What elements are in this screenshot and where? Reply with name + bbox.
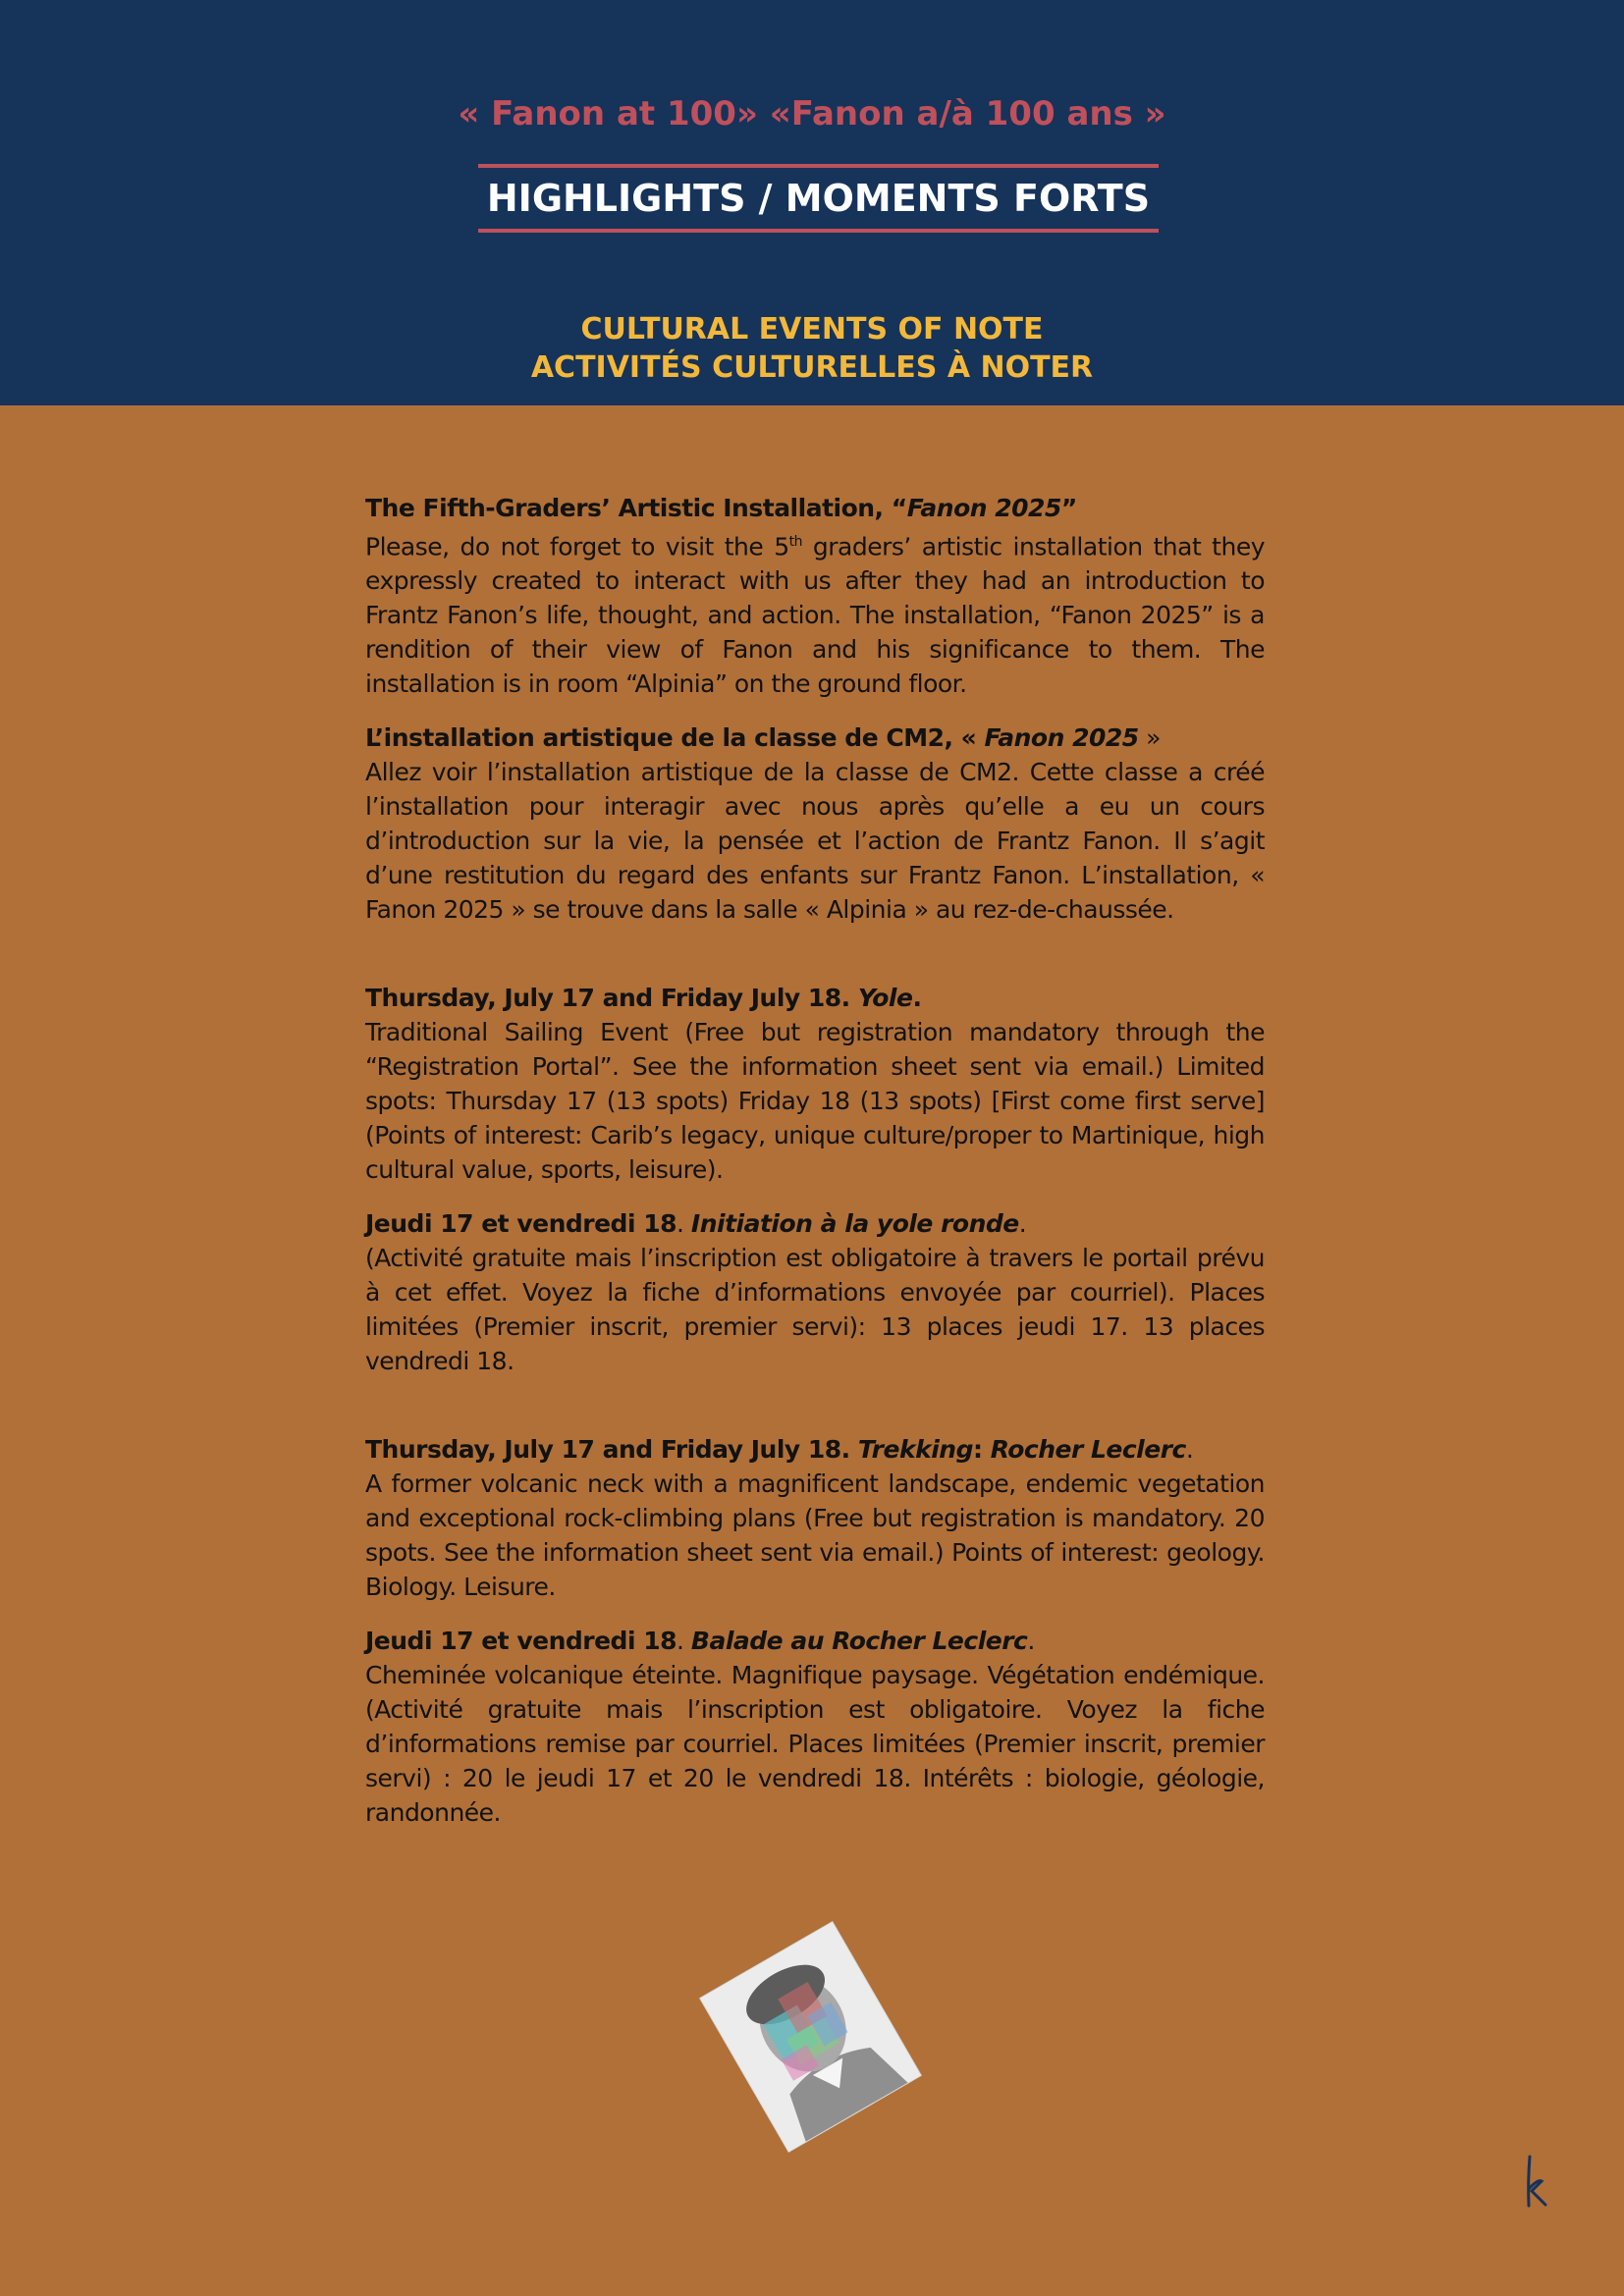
- trek-fr-title: Jeudi 17 et vendredi 18. Balade au Rocher Leclerc.: [365, 1627, 1035, 1656]
- cultural-heading-en: CULTURAL EVENTS OF NOTE: [580, 312, 1044, 347]
- installation-fr-block: [365, 721, 1265, 927]
- trek-fr-block: [365, 1624, 1265, 1830]
- installation-fr-title: L’installation artistique de la classe de CM2, « Fanon 2025 »: [365, 723, 1161, 753]
- yole-fr-title: Jeudi 17 et vendredi 18. Initiation à la yole ronde.: [365, 1209, 1027, 1239]
- installation-fr-body: Allez voir l’installation artistique de la classe de CM2. Cette classe a créé l’installation pour interagir avec nous après qu’elle a eu un cours d’introduction sur la vie, la pensée et l’action de Frantz Fanon. Il s’agit d’une restitution du regard des enfants sur Frantz Fanon. L’installation, « Fanon 2025 » se trouve dans la salle « Alpinia » au rez-de-chaussée.: [365, 758, 1265, 925]
- portrait-illustration: [700, 1922, 920, 2151]
- trek-en-block: [365, 1432, 1265, 1604]
- highlights-box: [478, 164, 1159, 233]
- yole-en-block: [365, 981, 1265, 1187]
- yole-en-body: Traditional Sailing Event (Free but registration mandatory through the “Registration Portal”. See the information sheet sent via email.) Limited spots: Thursday 17 (13 spots) Friday 18 (13 spots) [First come first serve] (Points of interest: Carib’s legacy, unique culture/proper to Martinique, high cultural value, sports, leisure).: [365, 1018, 1265, 1185]
- trek-en-body: A former volcanic neck with a magnificent landscape, endemic vegetation and exceptional rock-climbing plans (Free but registration is mandatory. 20 spots. See the information sheet sent via email.) Points of interest: geology. Biology. Leisure.: [365, 1469, 1265, 1602]
- highlights-title: HIGHLIGHTS / MOMENTS FORTS: [486, 177, 1151, 220]
- trek-en-title: Thursday, July 17 and Friday July 18. Trekking: Rocher Leclerc.: [365, 1435, 1194, 1465]
- installation-en-block: [365, 491, 1265, 701]
- fanon-portrait-image: [700, 1922, 920, 2151]
- signature-mark-icon: [1520, 2152, 1549, 2211]
- yole-fr-body: (Activité gratuite mais l’inscription est obligatoire à travers le portail prévu à cet effet. Voyez la fiche d’informations envoyée par courriel). Places limitées (Premier inscrit, premier servi): 13 places jeudi 17. 13 places vendredi 18.: [365, 1244, 1265, 1376]
- events-content: [365, 491, 1265, 1830]
- yole-en-title: Thursday, July 17 and Friday July 18. Yole.: [365, 984, 922, 1013]
- trek-fr-body: Cheminée volcanique éteinte. Magnifique paysage. Végétation endémique. (Activité gratuite mais l’inscription est obligatoire. Voyez la fiche d’informations remise par courriel. Places limitées (Premier inscrit, premier servi) : 20 le jeudi 17 et 20 le vendredi 18. Intérêts : biologie, géologie, randonnée.: [365, 1661, 1265, 1828]
- yole-fr-block: [365, 1206, 1265, 1378]
- installation-en-title: The Fifth-Graders’ Artistic Installation, “Fanon 2025”: [365, 494, 1077, 522]
- event-subtitle: « Fanon at 100» «Fanon a/à 100 ans »: [458, 94, 1166, 133]
- installation-en-body: Please, do not forget to visit the 5th graders’ artistic installation that they expressly created to interact with us after they had an introduction to Frantz Fanon’s life, thought, and action. The installation, “Fanon 2025” is a rendition of their view of Fanon and his significance to them. The installation is in room “Alpinia” on the ground floor.: [365, 532, 1266, 699]
- cultural-events-heading: [0, 310, 1624, 387]
- header-banner: [0, 0, 1624, 405]
- cultural-heading-fr: ACTIVITÉS CULTURELLES À NOTER: [530, 350, 1094, 385]
